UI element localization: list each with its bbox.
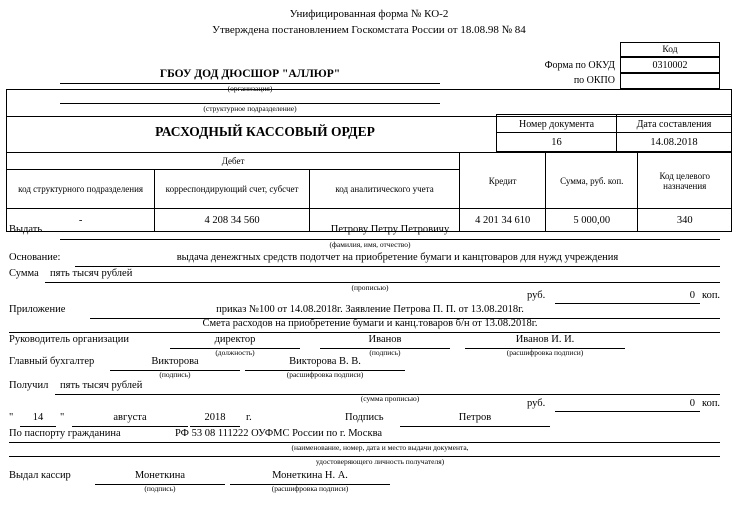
date-g-label: г.	[246, 412, 252, 423]
val-korr-schet: 4 208 34 560	[155, 209, 310, 232]
form-frame-left-b	[6, 116, 7, 152]
vydat-label: Выдать	[9, 224, 43, 235]
okud-label: Форма по ОКУД	[544, 60, 615, 71]
prilozhenie-value2: Смета расходов на приобретение бумаги и канц.товаров б/н от 13.08.2018г.	[202, 318, 538, 329]
rukovoditel-position-caption: (должность)	[215, 348, 255, 357]
date-year-rule	[190, 426, 240, 427]
summa-label: Сумма	[9, 268, 39, 279]
okud-value-cell: 0310002	[620, 57, 720, 73]
osnovanie-value: выдача денежгных средств подотчет на приобретение бумаги и канцтоваров для нужд учреждения	[176, 252, 619, 263]
prilozhenie-rule2	[9, 332, 720, 333]
summa-caption: (прописью)	[351, 283, 389, 292]
form-frame-left-a	[6, 89, 7, 117]
date-day-rule	[20, 426, 56, 427]
organization-caption: (организация)	[227, 84, 273, 93]
form-code-line-2: Утверждена постановлением Госкомстата России от 18.08.98 № 84	[212, 24, 526, 36]
docnum-value-cell: 16	[496, 132, 617, 152]
podpis-label: Подпись	[345, 412, 384, 423]
passport-value: РФ 53 08 111222 ОУФМС России по г. Москва	[175, 428, 383, 439]
rub-label-2: руб.	[527, 398, 546, 409]
rukovoditel-sign: Иванов	[368, 334, 402, 345]
osnovanie-rule	[75, 266, 720, 267]
docnum-header-cell: Номер документа	[496, 114, 617, 133]
poluchil-caption: (сумма прописью)	[360, 394, 420, 403]
kop-value: 0	[689, 290, 695, 301]
form-code-line-1: Унифицированная форма № КО-2	[289, 8, 449, 20]
buhgalter-name: Викторова В. В.	[289, 356, 361, 367]
rukovoditel-position: директор	[214, 334, 256, 345]
val-kod-struct: -	[7, 209, 155, 232]
buhgalter-sign: Викторова	[151, 356, 199, 367]
date-year: 2018	[204, 412, 226, 423]
form-frame-right-a	[731, 89, 732, 117]
debet-kredit-table	[6, 152, 732, 232]
passport-caption-2: удостоверяющего личность получателя)	[315, 457, 445, 466]
kop-rule-2	[555, 411, 700, 412]
poluchil-label: Получил	[9, 380, 49, 391]
val-kod-celevogo: 340	[638, 209, 732, 232]
val-summa: 5 000,00	[546, 209, 638, 232]
rub-label: руб.	[527, 290, 546, 301]
vydal-sign-caption: (подпись)	[144, 484, 176, 493]
osnovanie-label: Основание:	[9, 252, 61, 263]
prilozhenie-value: приказ №100 от 14.08.2018г. Заявление Петрова П. П. от 13.08.2018г.	[216, 304, 524, 315]
col-kod-analit: код аналитического учета	[309, 170, 459, 209]
vydat-caption: (фамилия, имя, отчество)	[329, 240, 411, 249]
subdivision-name	[60, 90, 440, 102]
kop-value-2: 0	[689, 398, 695, 409]
col-kod-celevogo: Код целевого назначения	[638, 153, 732, 209]
page-title: РАСХОДНЫЙ КАССОВЫЙ ОРДЕР	[155, 124, 375, 139]
vydat-value: Петрову Петру Петровичу	[330, 224, 450, 235]
vydal-name-caption: (расшифровка подписи)	[271, 484, 349, 493]
rukovoditel-label: Руководитель организации	[9, 334, 129, 345]
buhgalter-label: Главный бухгалтер	[9, 356, 95, 367]
date-day: 14	[32, 412, 44, 423]
okpo-label: по ОКПО	[573, 75, 615, 86]
passport-caption-1: (наименование, номер, дата и место выдачи документа,	[291, 443, 469, 452]
date-month-rule	[72, 426, 188, 427]
podpis-value: Петров	[458, 412, 492, 423]
passport-label: По паспорту гражданина	[9, 428, 121, 439]
val-kredit: 4 201 34 610	[460, 209, 546, 232]
col-korr-schet: корреспондирующий счет, субсчет	[155, 170, 310, 209]
form-frame-right-b	[731, 116, 732, 152]
col-summa: Сумма, руб. коп.	[546, 153, 638, 209]
buhgalter-sign-caption: (подпись)	[159, 370, 191, 379]
docdate-header-cell: Дата составления	[616, 114, 732, 133]
date-quote-close: "	[60, 412, 65, 423]
date-quote-open: "	[9, 412, 14, 423]
okpo-value-cell	[620, 73, 720, 89]
kop-label: коп.	[702, 290, 721, 301]
kop-label-2: коп.	[702, 398, 721, 409]
col-kredit: Кредит	[460, 153, 546, 209]
poluchil-value: пять тысяч рублей	[60, 380, 143, 391]
date-month: августа	[113, 412, 147, 423]
kod-header-cell: Код	[620, 42, 720, 57]
vydal-sign: Монеткина	[134, 470, 186, 481]
form-frame-top	[6, 89, 732, 90]
col-kod-struct: код структурного подразделения	[7, 170, 155, 209]
rukovoditel-name-caption: (расшифровка подписи)	[506, 348, 584, 357]
prilozhenie-label: Приложение	[9, 304, 66, 315]
buhgalter-name-caption: (расшифровка подписи)	[286, 370, 364, 379]
summa-value: пять тысяч рублей	[50, 268, 133, 279]
docdate-value-cell: 14.08.2018	[616, 132, 732, 152]
rukovoditel-name: Иванов И. И.	[515, 334, 575, 345]
vydal-name: Монеткина Н. А.	[272, 470, 348, 481]
vydal-label: Выдал кассир	[9, 470, 71, 481]
organization-name: ГБОУ ДОД ДЮСШОР "АЛЛЮР"	[159, 68, 341, 80]
podpis-rule	[400, 426, 550, 427]
subdivision-caption: (структурное подразделение)	[203, 104, 297, 113]
debet-header: Дебет	[7, 153, 460, 170]
rukovoditel-sign-caption: (подпись)	[369, 348, 401, 357]
